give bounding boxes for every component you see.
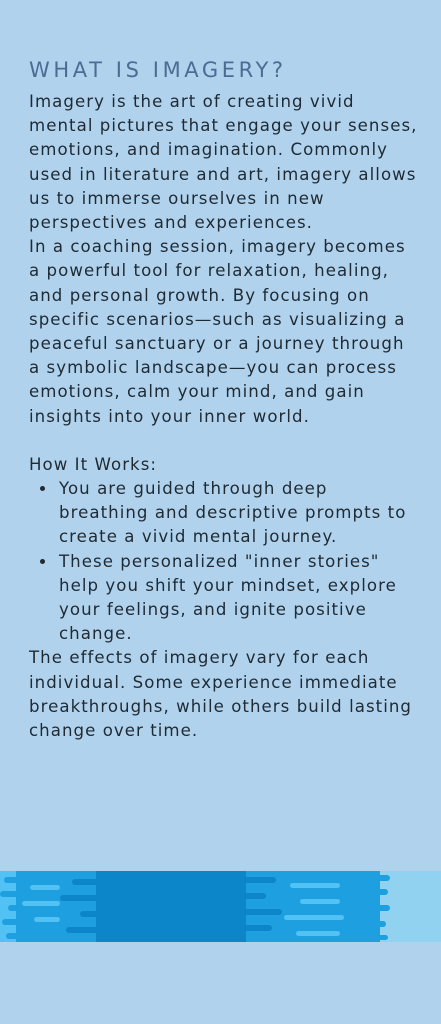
how-it-works-list — [29, 477, 419, 646]
closing-paragraph: The effects of imagery vary for each individual. Some experience immediate breakthroughs, while others build lasting change over time. — [29, 648, 413, 741]
article — [29, 56, 419, 743]
page-title: WHAT IS IMAGERY? — [29, 58, 287, 82]
coaching-paragraph: In a coaching session, imagery becomes a powerful tool for relaxation, healing, and personal growth. By focusing on specific scenarios—such as visualizing a peaceful sanctuary or a journey through a symbolic landscape—you can process emotions, calm your mind, and gain insights into your inner world. — [29, 237, 406, 426]
intro-paragraph: Imagery is the art of creating vivid mental pictures that engage your senses, emotions, and imagination. Commonly used in literature and art, imagery allows us to immerse ourselves in new perspectives and experiences. — [29, 92, 418, 233]
how-it-works-label: How It Works: — [29, 454, 158, 474]
spacer — [29, 429, 419, 453]
list-item: • These personalized "inner stories" help you shift your mindset, explore your feelings, and ignite positive change. — [57, 550, 419, 647]
decorative-wave-band — [0, 871, 441, 942]
list-item: • You are guided through deep breathing and descriptive prompts to create a vivid mental journey. — [57, 477, 419, 550]
